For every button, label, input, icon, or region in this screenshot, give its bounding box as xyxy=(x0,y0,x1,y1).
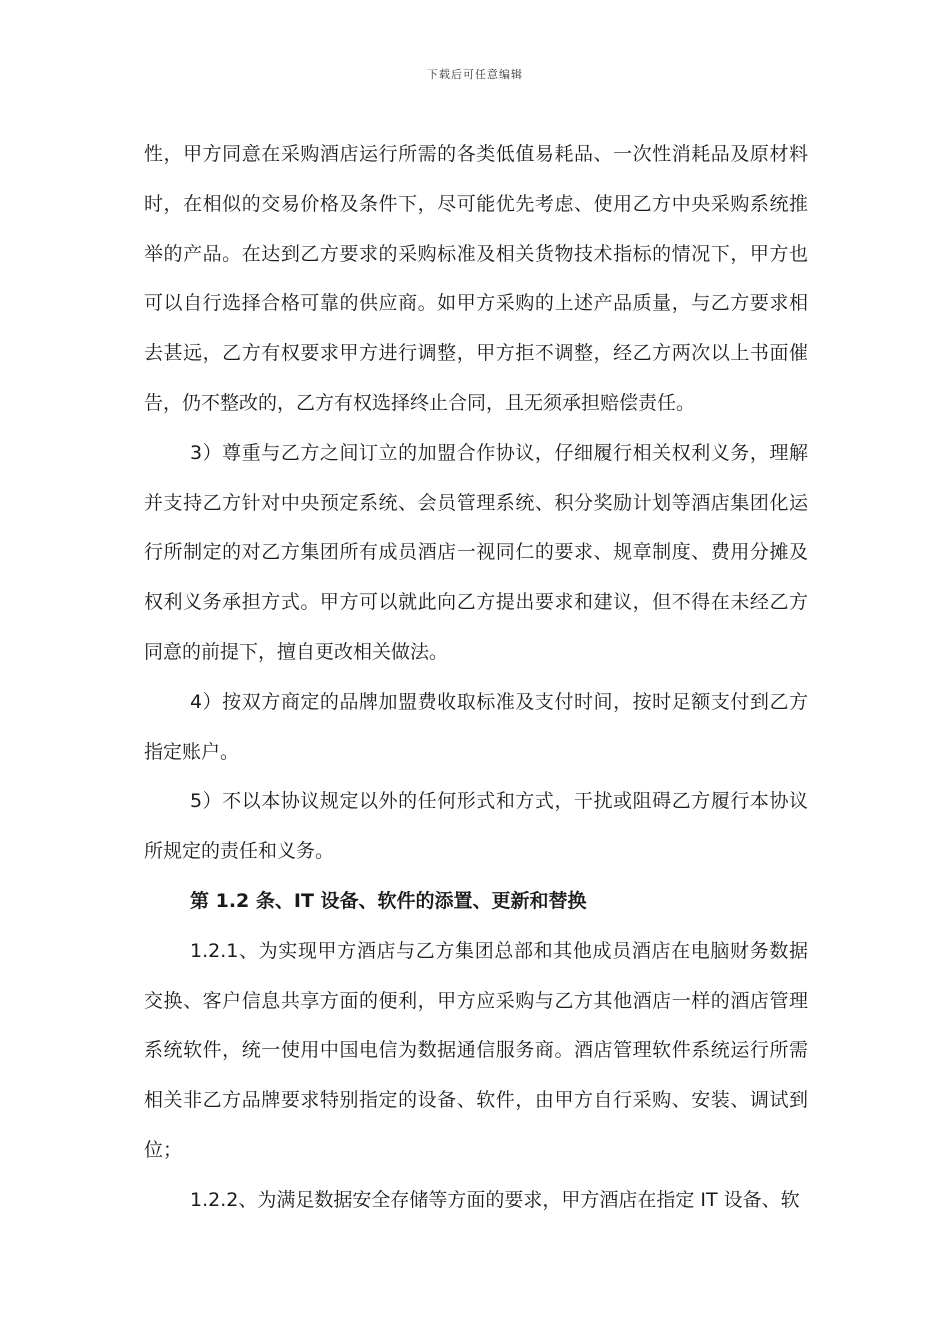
clause-3-paragraph: 3）尊重与乙方之间订立的加盟合作协议，仔细履行相关权利义务，理解并支持乙方针对中央预定系统、会员管理系统、积分奖励计划等酒店集团化运行所制定的对乙方集团所有成员酒店一视同仁的要求、规章制度、费用分摊及权利义务承担方式。甲方可以就此向乙方提出要求和建议，但不得在未经乙方同意的前提下，擅自更改相关做法。 xyxy=(144,441,808,663)
section-heading: 第 1.2 条、IT 设备、软件的添置、更新和替换 xyxy=(190,889,587,912)
clause-4-paragraph: 4）按双方商定的品牌加盟费收取标准及支付时间，按时足额支付到乙方指定账户。 xyxy=(144,690,808,763)
document-body xyxy=(144,130,808,1226)
clause-1-2-1-paragraph: 1.2.1、为实现甲方酒店与乙方集团总部和其他成员酒店在电脑财务数据交换、客户信息共享方面的便利，甲方应采购与乙方其他酒店一样的酒店管理系统软件，统一使用中国电信为数据通信服务商。酒店管理软件系统运行所需相关非乙方品牌要求特别指定的设备、软件，由甲方自行采购、安装、调试到位； xyxy=(144,939,808,1161)
clause-1-2-2-paragraph: 1.2.2、为满足数据安全存储等方面的要求，甲方酒店在指定 IT 设备、软 xyxy=(190,1188,800,1211)
paragraph-continuation: 性，甲方同意在采购酒店运行所需的各类低值易耗品、一次性消耗品及原材料时，在相似的交易价格及条件下，尽可能优先考虑、使用乙方中央采购系统推举的产品。在达到乙方要求的采购标准及相关货物技术指标的情况下，甲方也可以自行选择合格可靠的供应商。如甲方采购的上述产品质量，与乙方要求相去甚远，乙方有权要求甲方进行调整，甲方拒不调整，经乙方两次以上书面催告，仍不整改的，乙方有权选择终止合同，且无须承担赔偿责任。 xyxy=(144,143,808,414)
clause-5-paragraph: 5）不以本协议规定以外的任何形式和方式，干扰或阻碍乙方履行本协议所规定的责任和义务。 xyxy=(144,790,808,863)
page-header-note: 下载后可任意编辑 xyxy=(427,68,523,81)
